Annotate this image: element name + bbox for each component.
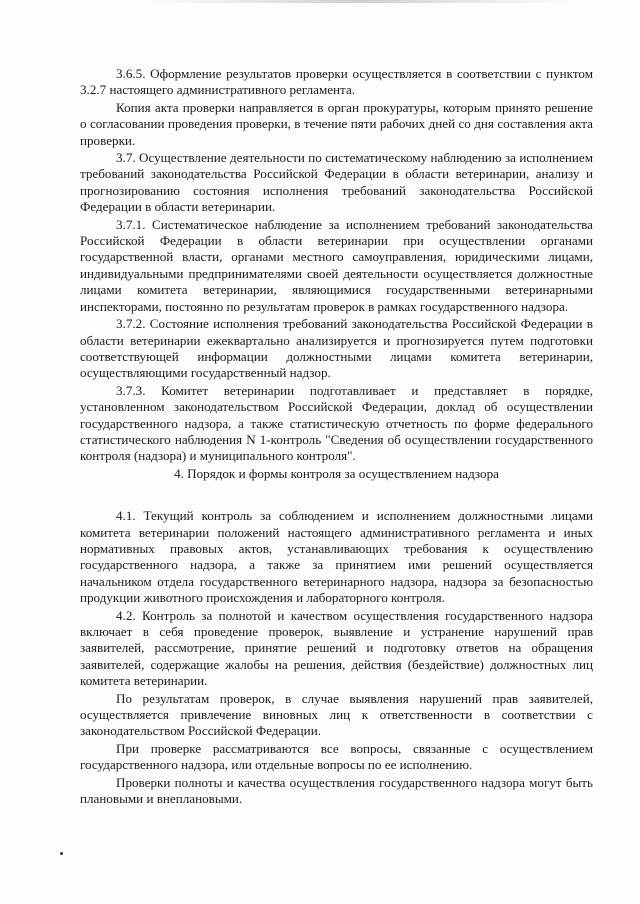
paragraph-4-2: 4.2. Контроль за полнотой и качеством осуществления государственного надзора включает в себя проведение проверок, выявление и устранение нарушений прав заявителей, рассмотрение, принятие решений и подготовку ответов на обращения заявителей, содержащие жалобы на решения, действия (бездействие) должностных лиц комитета ветеринарии. (80, 607, 593, 689)
paragraph-3-7-2: 3.7.2. Состояние исполнения требований законодательства Российской Федерации в области ветеринарии ежеквартально анализируется и прогнозируется путем подготовки соответствующей информации должностными лицами комитета ветеринарии, осуществляющими государственный надзор. (80, 316, 593, 381)
paragraph-3-6-5: 3.6.5. Оформление результатов проверки осуществляется в соответствии с пунктом 3.2.7 настоящего административного регламента. (80, 66, 593, 98)
document-body (80, 66, 593, 807)
scan-edge-shadow (150, 0, 570, 3)
paragraph-4-1: 4.1. Текущий контроль за соблюдением и исполнением должностными лицами комитета ветеринарии положений настоящего административного регламента и иных нормативных правовых актов, устанавливающих требования к осуществлению государственного надзора, а также за принятием ими решений осуществляется начальником отдела государственного ветеринарного надзора, надзора за безопасностью продукции животного происхождения и лабораторного контроля. (80, 508, 593, 606)
paragraph-3-7-3: 3.7.3. Комитет ветеринарии подготавливает и представляет в порядке, установленном законодательством Российской Федерации, доклад об осуществлении государственного надзора, а также статистическую отчетность по форме федерального статистического наблюдения N 1-контроль "Сведения об осуществлении государственного контроля (надзора) и муниципального контроля". (80, 382, 593, 464)
scan-speck (60, 852, 63, 855)
paragraph-inspection-types: Проверки полноты и качества осуществления государственного надзора могут быть плановыми и внеплановыми. (80, 774, 593, 807)
paragraph-inspection-scope: При проверке рассматриваются все вопросы, связанные с осуществлением государственного надзора, или отдельные вопросы по ее исполнению. (80, 740, 593, 773)
section-heading-4: 4. Порядок и формы контроля за осуществлением надзора (174, 465, 499, 481)
paragraph-3-7-1: 3.7.1. Систематическое наблюдение за исполнением требований законодательства Российской Федерации в области ветеринарии при осуществлении органами государственной власти, органами местного самоуправления, юридическими лицами, индивидуальными предпринимателями своей деятельности осуществляется должностные лицами комитета ветеринарии, являющимися государственными ветеринарными инспекторами, постоянно по результатам проверок в рамках государственного надзора. (80, 216, 593, 314)
paragraph-act-copy: Копия акта проверки направляется в орган прокуратуры, которым принято решение о согласовании проведения проверки, в течение пяти рабочих дней со дня составления акта проверки. (80, 99, 593, 148)
paragraph-3-7: 3.7. Осуществление деятельности по систематическому наблюдению за исполнением требований законодательства Российской Федерации в области ветеринарии, анализу и прогнозированию состояния исполнения требований законодательства Российской Федерации в области ветеринарии. (80, 150, 593, 215)
paragraph-violations: По результатам проверок, в случае выявления нарушений прав заявителей, осуществляется привлечение виновных лиц к ответственности в соответствии с законодательством Российской Федерации. (80, 690, 593, 739)
